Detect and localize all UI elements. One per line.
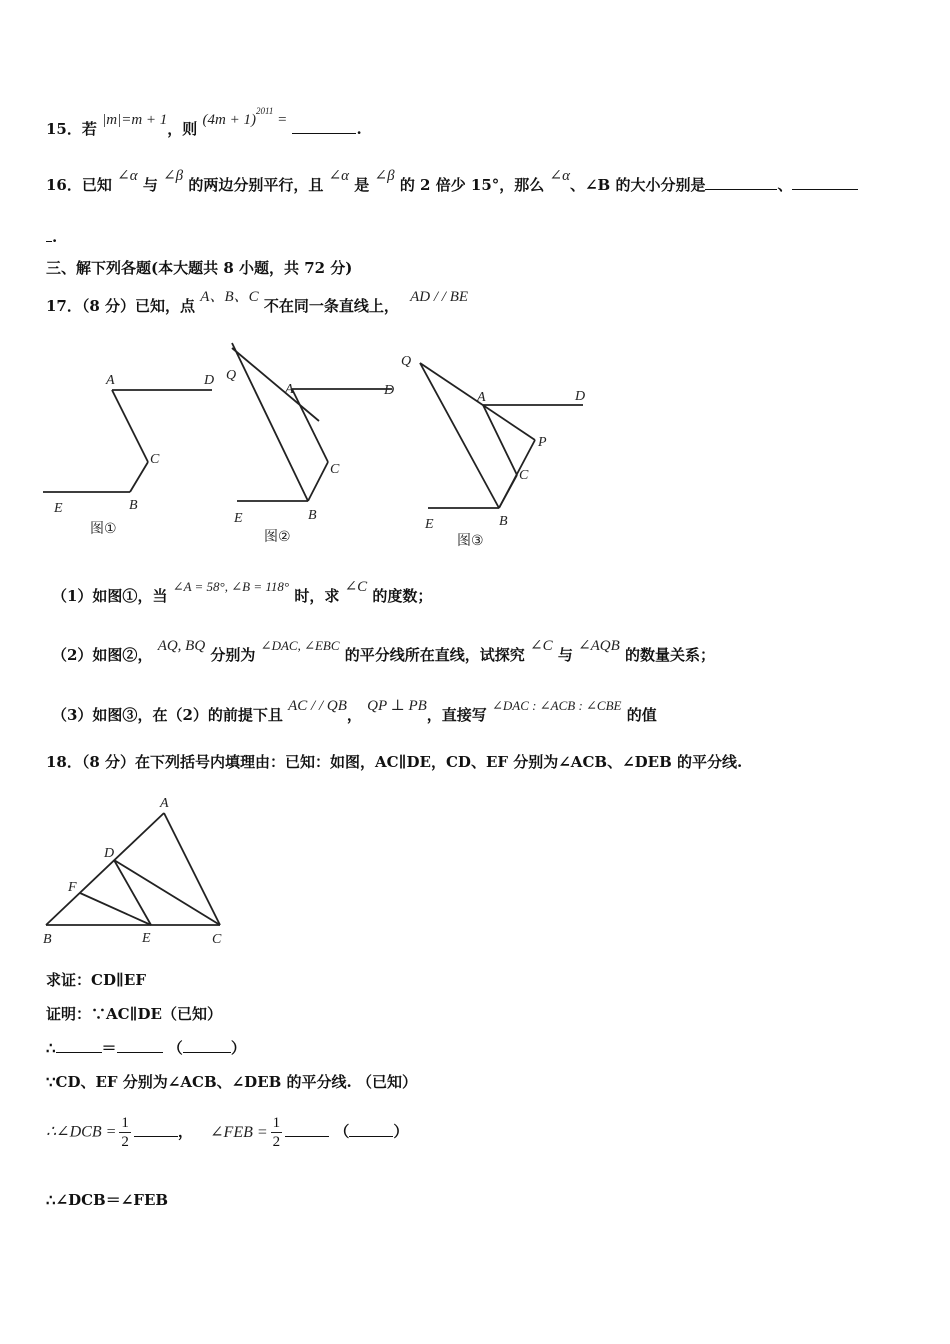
question-18: 18．（8 分）在下列括号内填理由：已知：如图，AC∥DE，CD、EF 分别为∠ACB、∠DEB 的平分线.: [46, 753, 743, 771]
q16-alpha-3: ∠α: [549, 168, 570, 184]
fig2-label-b: B: [308, 508, 317, 523]
q18-proof-line-2: [46, 1038, 246, 1058]
q17-part-2-angles: ∠DAC, ∠EBC: [260, 638, 340, 653]
fig2-label-d: D: [384, 383, 395, 398]
fig2-line-ac: [292, 389, 328, 462]
q17-part-1-condition: ∠A = 58°, ∠B = 118°: [172, 579, 290, 594]
fig4-label-d: D: [104, 846, 115, 861]
fig1-caption: 图①: [90, 521, 117, 537]
q17-part-3-label: （3）如图③，在（2）的前提下且: [52, 706, 283, 724]
q18-proof-line-1: 证明：∵AC∥DE（已知）: [46, 1005, 222, 1023]
q17-part-2-lines: AQ, BQ: [157, 638, 206, 654]
fig3-label-c: C: [519, 468, 529, 483]
q18-therefore: ∴: [46, 1039, 56, 1057]
q15-ze: ，则: [167, 120, 198, 138]
q16-answer-blank-2[interactable]: [792, 175, 858, 190]
fig4-line-de: [114, 860, 151, 925]
question-16-end: [46, 227, 57, 247]
q17-points: A、B、C: [200, 289, 259, 305]
q18-blank-1[interactable]: [56, 1038, 102, 1053]
fig3-label-b: B: [499, 514, 508, 529]
q18-prove: 求证：CD∥EF: [46, 971, 146, 989]
section-3-title: 三、解下列各题(本大题共 8 小题，共 72 分): [46, 259, 353, 277]
fig3-label-e: E: [425, 517, 434, 532]
q16-end: .: [52, 228, 58, 246]
q17-part-2-text-4: 的数量关系；: [625, 646, 716, 664]
q16-separator: 、: [777, 176, 793, 194]
figure-2: [222, 338, 407, 548]
fig4-line-fe: [80, 893, 151, 925]
q15-exponent: 2011: [255, 106, 274, 116]
fig4-label-f: F: [68, 880, 77, 895]
q18-fraction-1: [119, 1114, 131, 1151]
q16-beta-1: ∠β: [163, 168, 184, 184]
question-15: [46, 106, 362, 140]
q17-number: 17．（8 分）已知，点: [46, 297, 196, 315]
q17-part-3-cond-2: QP ⊥ PB: [367, 698, 427, 714]
q18-paren-close-1: ）: [230, 1039, 246, 1057]
q18-proof-line-3: ∵CD、EF 分别为∠ACB、∠DEB 的平分线. （已知）: [46, 1073, 417, 1091]
q18-comma: ，: [177, 1122, 193, 1141]
q15-condition: |m|=m + 1: [102, 112, 168, 128]
q15-end: .: [356, 120, 362, 138]
q18-proof-line-5: ∴∠DCB＝∠FEB: [46, 1191, 169, 1209]
fig1-label-c: C: [150, 452, 160, 467]
q17-part-3-comma: ，: [346, 706, 362, 724]
q16-beta-2: ∠β: [374, 168, 395, 184]
q18-blank-3[interactable]: [134, 1122, 178, 1137]
q16-text-4: 是: [354, 176, 370, 194]
q15-ruo: 若: [81, 120, 97, 138]
fig2-line-aq: [232, 348, 319, 421]
q17-part-1-text: 时，求: [294, 587, 340, 605]
q17-part-1: [52, 579, 433, 607]
q18-proof-line-4: [46, 1114, 408, 1151]
q17-part-2-text-3: 与: [557, 646, 573, 664]
q17-part-3: [52, 698, 657, 726]
fig4-label-a: A: [160, 796, 169, 811]
fig2-label-c: C: [330, 462, 340, 477]
q18-feb-expr: ∠FEB =: [210, 1123, 268, 1141]
fig1-label-d: D: [204, 373, 215, 388]
figure-1: [40, 365, 225, 545]
figure-4: [38, 792, 238, 952]
fig4-label-e: E: [142, 931, 151, 946]
q16-answer-blank-1[interactable]: [705, 175, 777, 190]
q18-reason-blank-2[interactable]: [349, 1122, 393, 1137]
fig1-line-cb: [130, 462, 148, 492]
q17-part-3-text: ，直接写: [426, 706, 487, 724]
fig2-label-e: E: [234, 511, 243, 526]
fig1-line-ac: [112, 390, 148, 462]
question-16: [46, 168, 858, 196]
q17-part-1-label: （1）如图①，当: [52, 587, 168, 605]
q18-dcb-expr: ∴∠DCB =: [46, 1123, 117, 1141]
q18-reason-blank-1[interactable]: [183, 1038, 231, 1053]
q16-text-6: 、∠B 的大小分别是: [569, 176, 706, 194]
q17-part-1-end: 的度数；: [372, 587, 433, 605]
q17-part-2-label: （2）如图②，: [52, 646, 153, 664]
q15-expression: (4m + 1): [202, 112, 256, 128]
fig3-label-p: P: [538, 435, 547, 450]
q18-fraction-1-num: 1: [121, 1115, 129, 1131]
fig2-label-q: Q: [226, 368, 237, 383]
q16-alpha-2: ∠α: [328, 168, 350, 184]
fig3-caption: 图③: [457, 533, 484, 549]
fig3-label-q: Q: [401, 354, 412, 369]
q18-blank-4[interactable]: [285, 1122, 329, 1137]
q18-fraction-2: [271, 1114, 283, 1151]
q18-fraction-1-den: 2: [121, 1134, 129, 1150]
q18-fraction-2-den: 2: [272, 1134, 281, 1150]
q18-paren-close-2: ）: [393, 1122, 409, 1141]
q18-blank-2[interactable]: [117, 1038, 163, 1053]
fig4-line-ab: [46, 813, 164, 925]
q17-part-2-text-2: 的平分线所在直线，试探究: [344, 646, 525, 664]
q17-part-2-text-1: 分别为: [210, 646, 256, 664]
q16-text-1: 已知: [81, 176, 112, 194]
fig2-caption: 图②: [264, 529, 291, 545]
fig2-line-bq: [232, 343, 308, 501]
q18-fraction-2-num: 1: [272, 1115, 281, 1131]
fig4-label-c: C: [212, 932, 222, 947]
q16-text-2: 与: [142, 176, 158, 194]
question-17: [46, 289, 469, 317]
q17-part-3-end: 的值: [626, 706, 657, 724]
q15-equals: =: [273, 112, 288, 128]
q16-text-5: 的 2 倍少 15°，那么: [399, 176, 545, 194]
q17-part-1-angle: ∠C: [344, 579, 368, 595]
fig1-label-b: B: [129, 498, 138, 513]
figure-3: [395, 345, 600, 555]
fig1-label-a: A: [106, 373, 115, 388]
fig1-label-e: E: [54, 501, 63, 516]
fig2-label-a: A: [285, 382, 294, 397]
q17-part-2-angle-aqb: ∠AQB: [578, 638, 620, 654]
q17-text-1: 不在同一条直线上，: [263, 297, 399, 315]
q16-number: 16．: [46, 176, 82, 194]
fig3-label-a: A: [477, 390, 486, 405]
q17-part-3-expression: ∠DAC : ∠ACB : ∠CBE: [492, 698, 622, 713]
q16-text-3: 的两边分别平行，且: [188, 176, 324, 194]
q15-answer-blank[interactable]: [292, 119, 356, 134]
q15-number: 15．: [46, 120, 82, 138]
q16-alpha-1: ∠α: [117, 168, 138, 184]
q17-parallel: AD / / BE: [410, 289, 469, 305]
fig3-line-bq: [420, 363, 499, 508]
q18-paren-open-2: （: [334, 1122, 350, 1141]
fig3-label-d: D: [575, 389, 586, 404]
fig4-label-b: B: [43, 932, 52, 947]
q18-equals: ＝: [101, 1039, 117, 1057]
q17-part-3-cond-1: AC / / QB: [288, 698, 347, 714]
q17-part-2-angle-c: ∠C: [530, 638, 553, 654]
q18-paren-open-1: （: [167, 1039, 183, 1057]
q17-part-2: [52, 638, 716, 666]
fig2-line-cb: [308, 462, 328, 501]
